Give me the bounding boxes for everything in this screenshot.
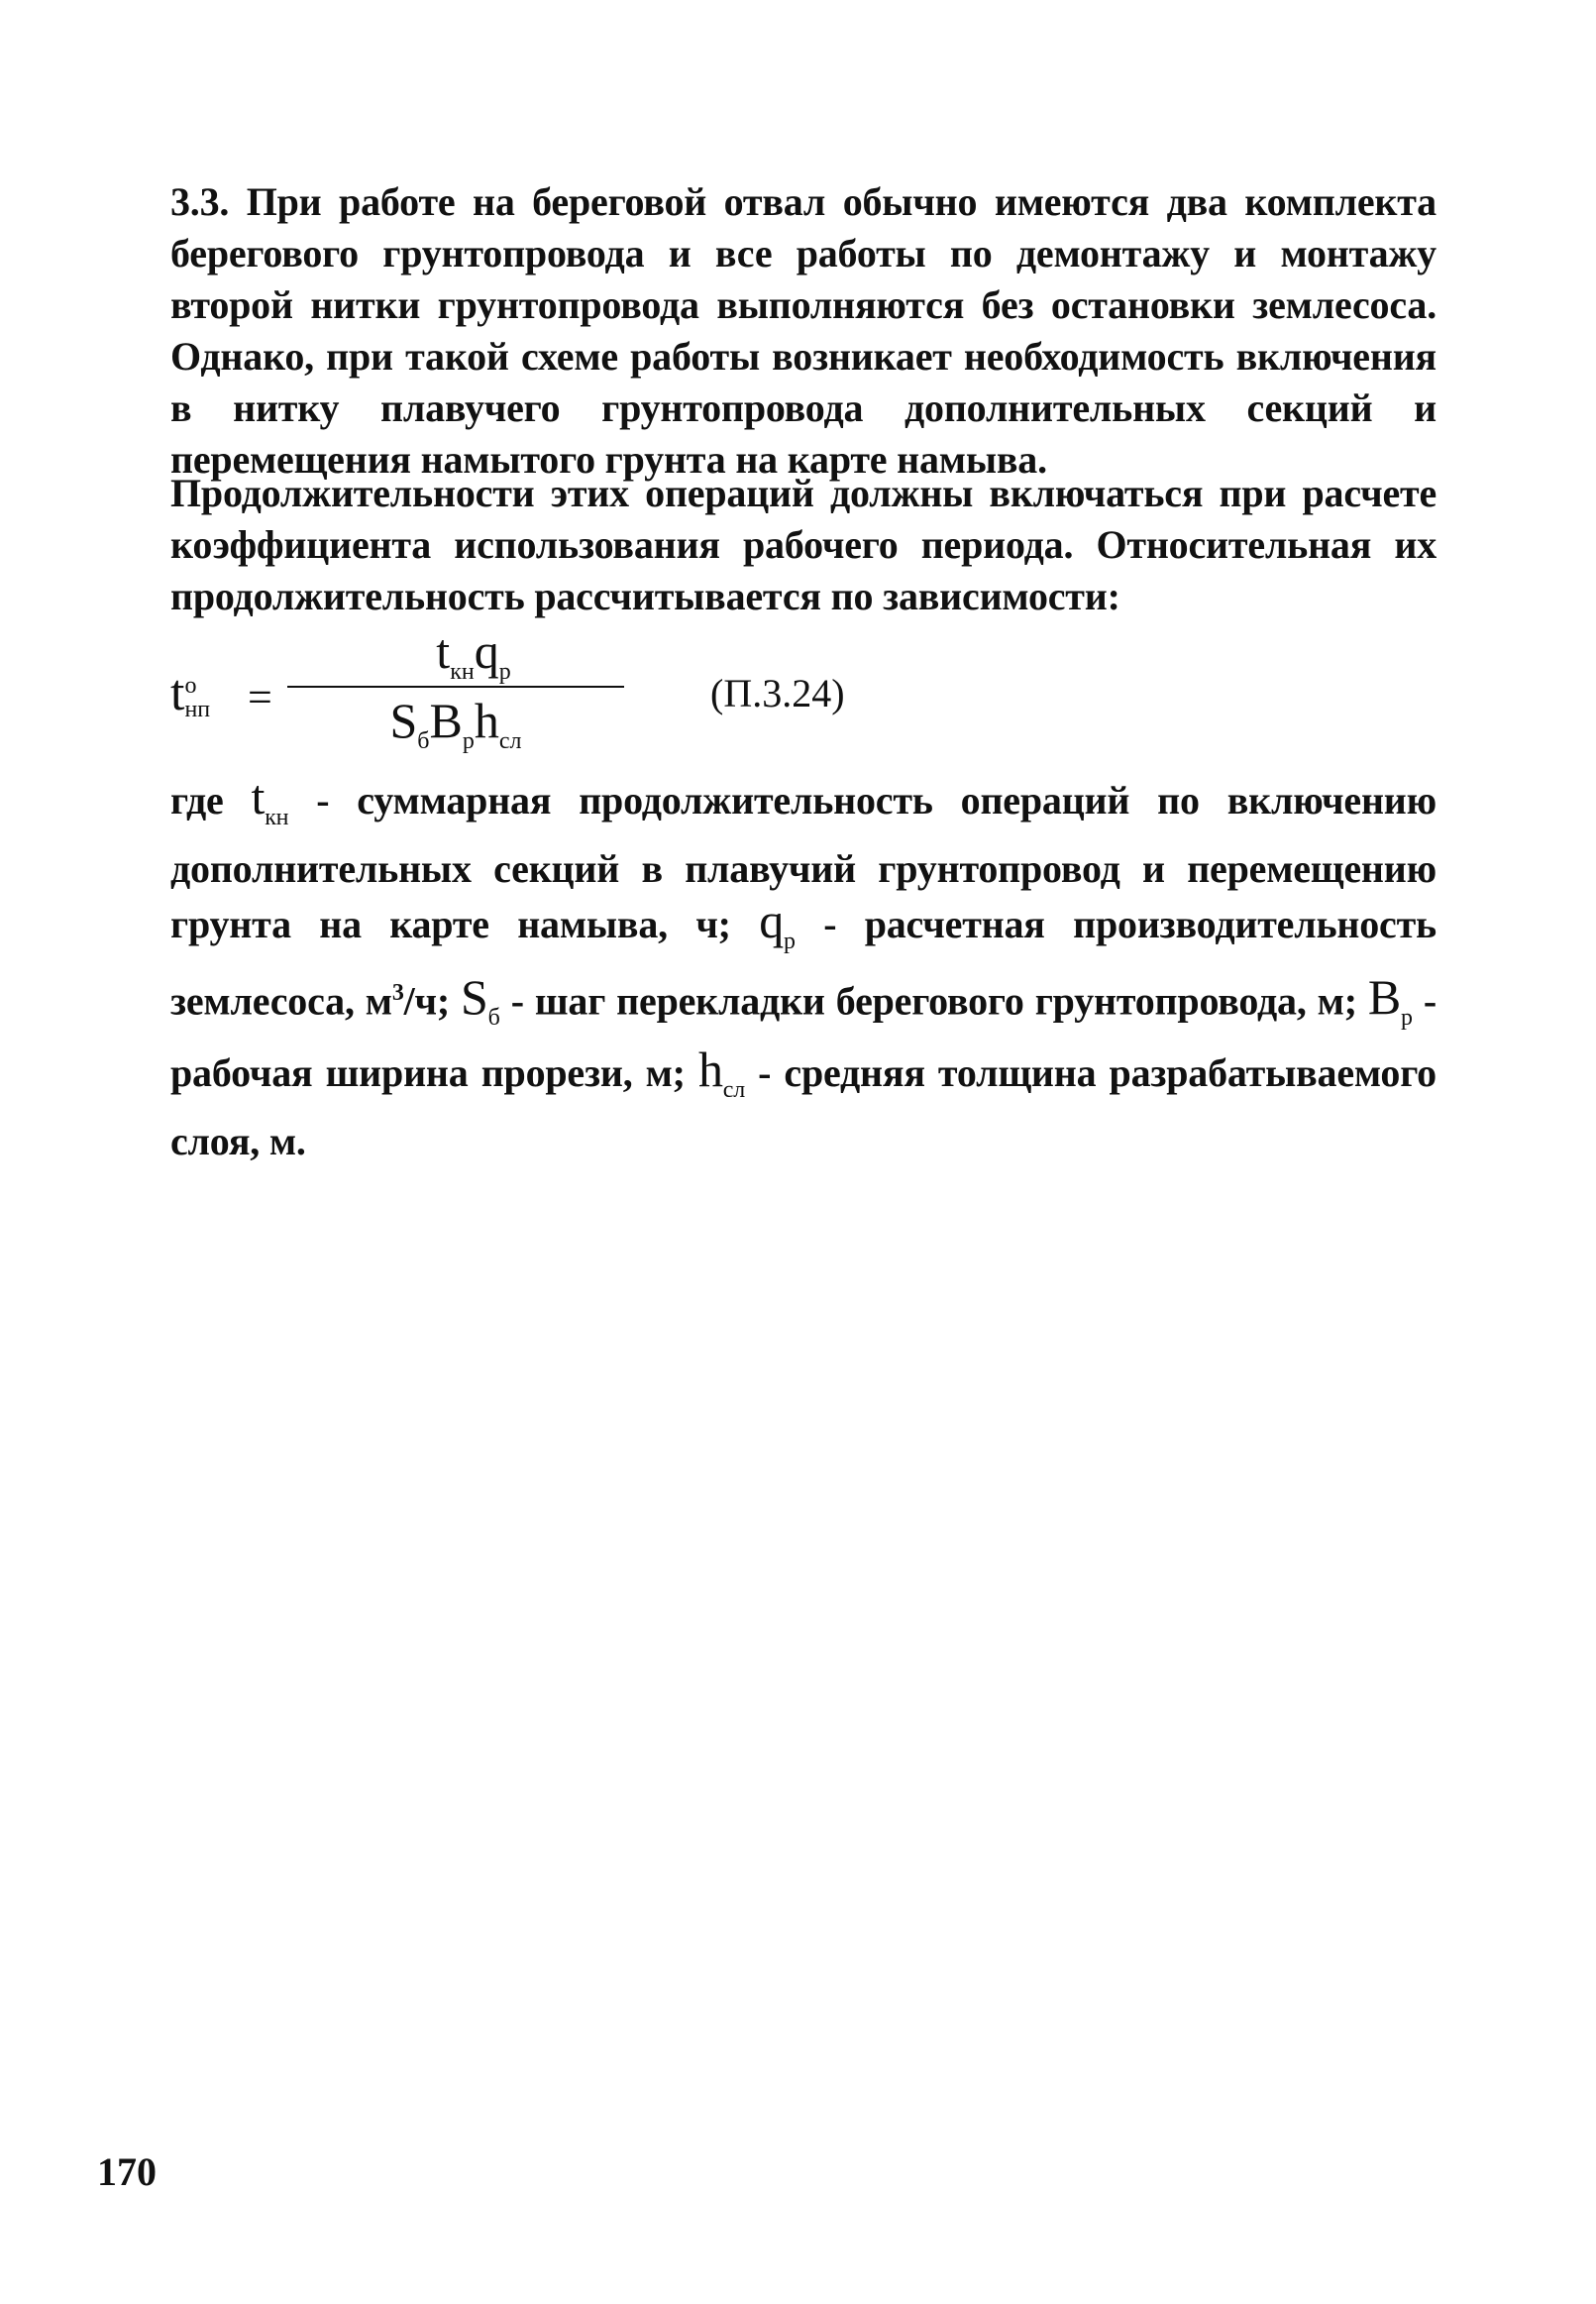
denominator-b: B — [429, 693, 463, 748]
symbol-t — [251, 769, 289, 830]
definition-t: - суммарная продолжительность операций по включению дополнительных секций в плавучий грунтопровод и перемещению грунта на карте намыва, ч; — [170, 778, 1437, 946]
where-prefix: где — [170, 778, 224, 823]
denominator-s: S — [389, 693, 418, 748]
page-number: 170 — [97, 2149, 157, 2194]
denominator-h: h — [474, 693, 499, 748]
denominator-b-subscript: р — [462, 728, 475, 754]
paragraph-definitions — [170, 771, 1436, 1167]
denominator-s-subscript: б — [417, 728, 430, 754]
symbol-b-subscript: р — [1401, 1005, 1413, 1032]
symbol-t-subscript: кн — [265, 805, 289, 830]
formula-lhs-superscript: о — [184, 673, 197, 700]
formula-denominator — [287, 692, 624, 755]
denominator-h-subscript: сл — [498, 728, 522, 754]
paragraph-intro: 3.3. При работе на береговой отвал обычно имеются два комплекта берегового грунтопровода и все работы по демонтажу и монтажу второй нитки грунтопровода выполняются без остановки землесоса. Однако, при такой схеме работы возникает необходимость включения в нитку плавучего грунтопровода дополнительных секций и перемещения намытого грунта на карте намыва. — [170, 179, 1436, 482]
symbol-q-letter: q — [759, 893, 784, 948]
definition-q: - расчетная производительность землесоса, м — [170, 902, 1436, 1024]
unit-per-hour: /ч; — [403, 978, 451, 1024]
formula-lhs-subscript: нп — [184, 697, 211, 723]
numerator-t-subscript: кн — [450, 659, 475, 685]
symbol-h-letter: h — [697, 1042, 723, 1098]
symbol-s — [461, 969, 500, 1032]
formula-number: (П.3.24) — [710, 671, 845, 715]
symbol-s-letter: S — [461, 969, 488, 1026]
numerator-q: q — [474, 623, 499, 679]
formula-p3-24 — [170, 622, 1062, 761]
paragraph-duration: Продолжительности этих операций должны включаться при расчете коэффициента использования рабочего периода. Относительная их продолжительность рассчитывается по зависимости: — [170, 471, 1436, 618]
symbol-b — [1367, 969, 1413, 1032]
definition-h: - средняя толщина разрабатываемого слоя, м. — [170, 1050, 1436, 1164]
formula-lhs-symbol: t — [170, 665, 185, 721]
definition-s: - шаг перекладки берегового грунтопровода, м; — [510, 978, 1357, 1024]
symbol-h-subscript: сл — [722, 1077, 745, 1104]
unit-cubed: 3 — [391, 980, 404, 1006]
numerator-q-subscript: р — [498, 659, 511, 685]
formula-equals: = — [248, 673, 272, 721]
symbol-h — [697, 1042, 745, 1104]
symbol-b-letter: B — [1367, 969, 1402, 1026]
symbol-t-letter: t — [251, 769, 266, 824]
fraction-bar — [287, 686, 624, 688]
numerator-t: t — [436, 623, 451, 679]
definition-b: - рабочая ширина прорези, м; — [170, 978, 1436, 1096]
symbol-q — [759, 893, 796, 954]
formula-lhs — [170, 664, 210, 722]
symbol-q-subscript: р — [784, 929, 796, 954]
symbol-s-subscript: б — [487, 1005, 500, 1032]
formula-numerator — [315, 622, 632, 686]
